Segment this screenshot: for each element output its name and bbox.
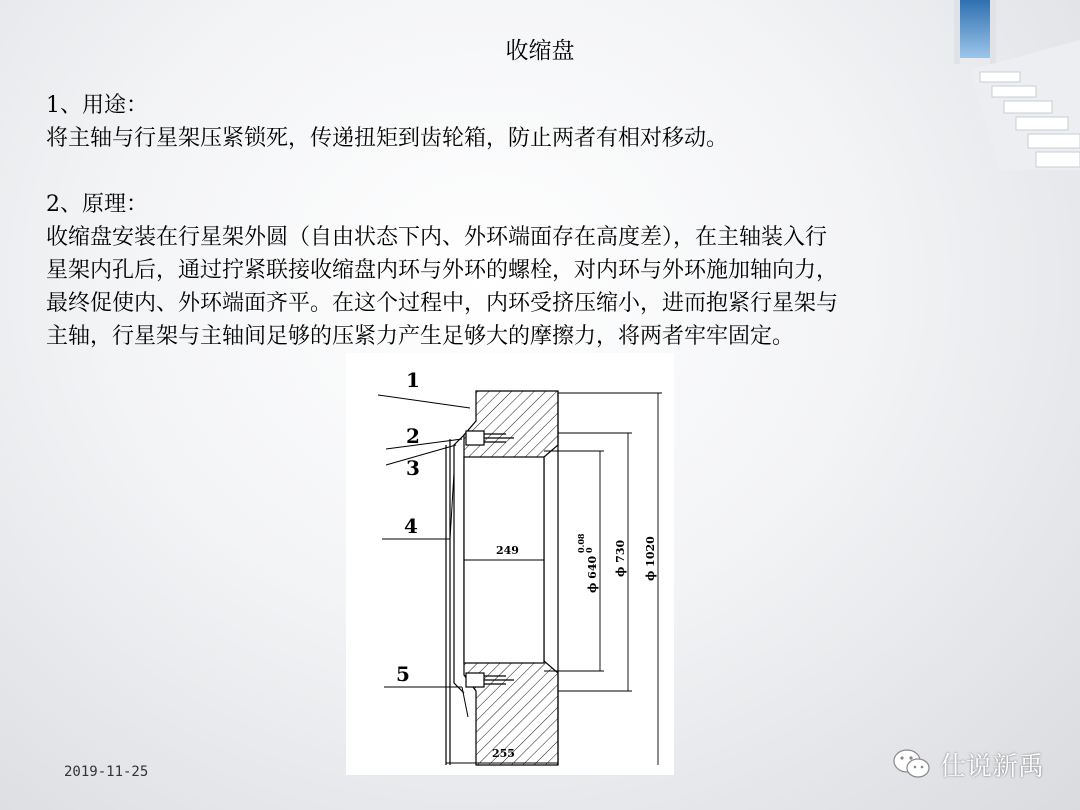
section-line: 收缩盘安装在行星架外圆（自由状态下内、外环端面存在高度差），在主轴装入行 (46, 225, 828, 250)
shrink-disc-drawing-svg (346, 353, 674, 775)
section-principle (46, 188, 1036, 353)
section-line: 主轴，行星架与主轴间足够的压紧力产生足够大的摩擦力，将两者牢牢固定。 (46, 324, 795, 349)
callout-1: 1 (406, 368, 420, 392)
bottom-bolt (466, 673, 484, 687)
dim-diameter-1020: ϕ 1020 (644, 536, 657, 581)
callout-4: 4 (404, 514, 418, 538)
section-line: 最终促使内、外环端面齐平。在这个过程中，内环受挤压缩小，进而抱紧行星架与 (46, 291, 839, 316)
section-line: 星架内孔后，通过拧紧联接收缩盘内环与外环的螺栓，对内环与外环施加轴向力， (46, 258, 839, 283)
callout-5: 5 (396, 662, 410, 686)
section-heading: 1、用途： (46, 93, 148, 118)
callout-3: 3 (406, 456, 420, 480)
shrink-disc-drawing (346, 353, 674, 775)
section-line: 将主轴与行星架压紧锁死，传递扭矩到齿轮箱，防止两者有相对移动。 (46, 126, 729, 151)
watermark-text: 仕说新禹 (940, 751, 1045, 782)
watermark (892, 744, 1044, 784)
inner-ring (454, 435, 464, 693)
section-heading: 2、原理： (46, 192, 148, 217)
top-bolt (466, 431, 484, 445)
dim-width-249: 249 (496, 544, 519, 557)
dim-tolerance-upper: 0.08 (576, 533, 586, 553)
dim-diameter-730: ϕ 730 (614, 539, 627, 577)
slide-date: 2019-11-25 (64, 764, 149, 780)
dim-tolerance-lower: 0 (584, 547, 594, 553)
dim-width-255: 255 (492, 747, 515, 760)
dim-diameter-640: ϕ 640 (586, 555, 599, 593)
section-usage (46, 89, 1036, 155)
callout-2: 2 (406, 424, 420, 448)
slide-title: 收缩盘 (505, 38, 575, 64)
wechat-icon (892, 747, 932, 781)
